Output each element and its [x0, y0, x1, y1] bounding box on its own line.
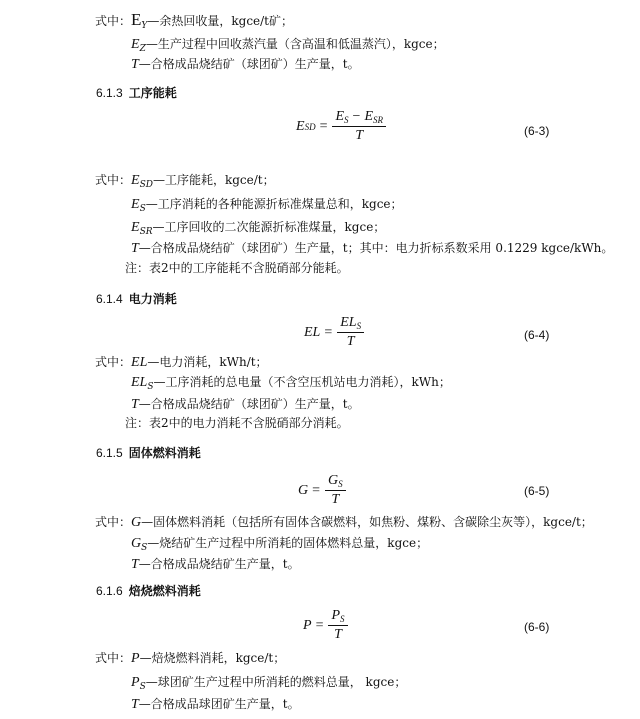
section-heading-6-1-5: 6.1.5 固体燃料消耗	[96, 446, 201, 460]
variable-line-t: T—合格成品烧结矿（球团矿）生产量，t。	[131, 397, 360, 412]
symbol: E	[131, 10, 142, 29]
variable-line-esr: $E_{SR}—$工序回收的二次能源折标准煤量，kgce；	[131, 220, 386, 237]
section-heading-6-1-6: 6.1.6 焙烧燃料消耗	[96, 584, 201, 598]
equation-6-5: G = $\frac{G_S}{T}$	[298, 473, 346, 508]
variable-line-t: T—合格成品烧结矿生产量，t。	[131, 557, 300, 572]
top-variable-line-ey	[95, 12, 293, 34]
fraction-denominator: T	[355, 128, 364, 143]
fraction-numerator: $E_S - E_{SR}$	[332, 109, 386, 127]
symbol-subscript: Z	[139, 44, 146, 54]
variable-line-els: $EL_S—$工序消耗的总电量（不含空压机站电力消耗），kWh；	[131, 375, 451, 392]
symbol-subscript: Y	[141, 21, 148, 31]
equation-6-3: E SD = $\frac{E_S - E_{SR}}{T}$	[296, 109, 386, 144]
variable-description: —余热回收量，kgce/t矿；	[147, 14, 294, 28]
equation-lhs: E	[296, 118, 305, 134]
section-heading-6-1-4: 6.1.4 电力消耗	[96, 292, 177, 306]
equation-lhs: G	[298, 482, 309, 498]
symbol: T	[131, 57, 139, 72]
section-number: 6.1.3	[96, 86, 123, 100]
variable-description: —合格成品烧结矿（球团矿）生产量，t。	[138, 57, 360, 71]
variable-line-g: 式中：G—固体燃料消耗（包括所有固体含碳燃料，如焦粉、煤粉、含碳除尘灰等），kgce/t；	[95, 515, 593, 530]
variable-line-es: $E_S—$工序消耗的各种能源折标准煤量总和，kgce；	[131, 197, 403, 214]
equation-fraction	[332, 109, 386, 144]
equation-number: (6-5)	[524, 484, 550, 498]
note: 注：表2中的工序能耗不含脱硝部分能耗。	[125, 261, 349, 275]
variable-line-t: T—合格成品烧结矿（球团矿）生产量，t；其中：电力折标系数采用 0.1229 kgce/kWh。	[131, 241, 614, 256]
variable-line-gs: $G_S—$烧结矿生产过程中所消耗的固体燃料总量，kgce；	[131, 536, 429, 553]
variable-description: —生产过程中回收蒸汽量（含高温和低温蒸汽），kgce；	[145, 37, 445, 51]
section-heading-6-1-3	[96, 84, 177, 101]
equation-6-6: P = $\frac{P_S}{T}$	[303, 608, 348, 643]
variable-line-el: 式中：EL—电力消耗，kWh/t；	[95, 355, 268, 370]
equation-lhs: P	[303, 617, 312, 633]
top-variable-line-t	[131, 56, 360, 73]
equation-number: (6-3)	[524, 124, 550, 138]
variable-line-t: T—合格成品球团矿生产量，t。	[131, 697, 300, 712]
variable-line-ps: $P_S—$球团矿生产过程中所消耗的燃料总量， kgce；	[131, 675, 407, 692]
equation-number: (6-6)	[524, 620, 550, 634]
equation-fraction: $\frac{EL_S}{T}$	[337, 315, 364, 350]
equation-lhs: EL	[304, 324, 321, 340]
equation-6-4: EL = $\frac{EL_S}{T}$	[304, 315, 364, 350]
symbol: E	[131, 37, 140, 52]
equation-lhs-subscript: SD	[304, 121, 316, 132]
equation-number: (6-4)	[524, 328, 550, 342]
equation-fraction: $\frac{P_S}{T}$	[328, 608, 347, 643]
top-variable-line-ez	[131, 36, 445, 57]
variable-line-esd: 式中：$E_{SD}—$工序能耗，kgce/t；	[95, 173, 275, 190]
where-prefix: 式中：	[95, 14, 132, 28]
note: 注：表2中的电力消耗不含脱硝部分消耗。	[125, 416, 349, 430]
section-title: 工序能耗	[128, 86, 177, 100]
equation-fraction: $\frac{G_S}{T}$	[325, 473, 346, 508]
variable-line-p: 式中：P—焙烧燃料消耗，kgce/t；	[95, 651, 286, 666]
